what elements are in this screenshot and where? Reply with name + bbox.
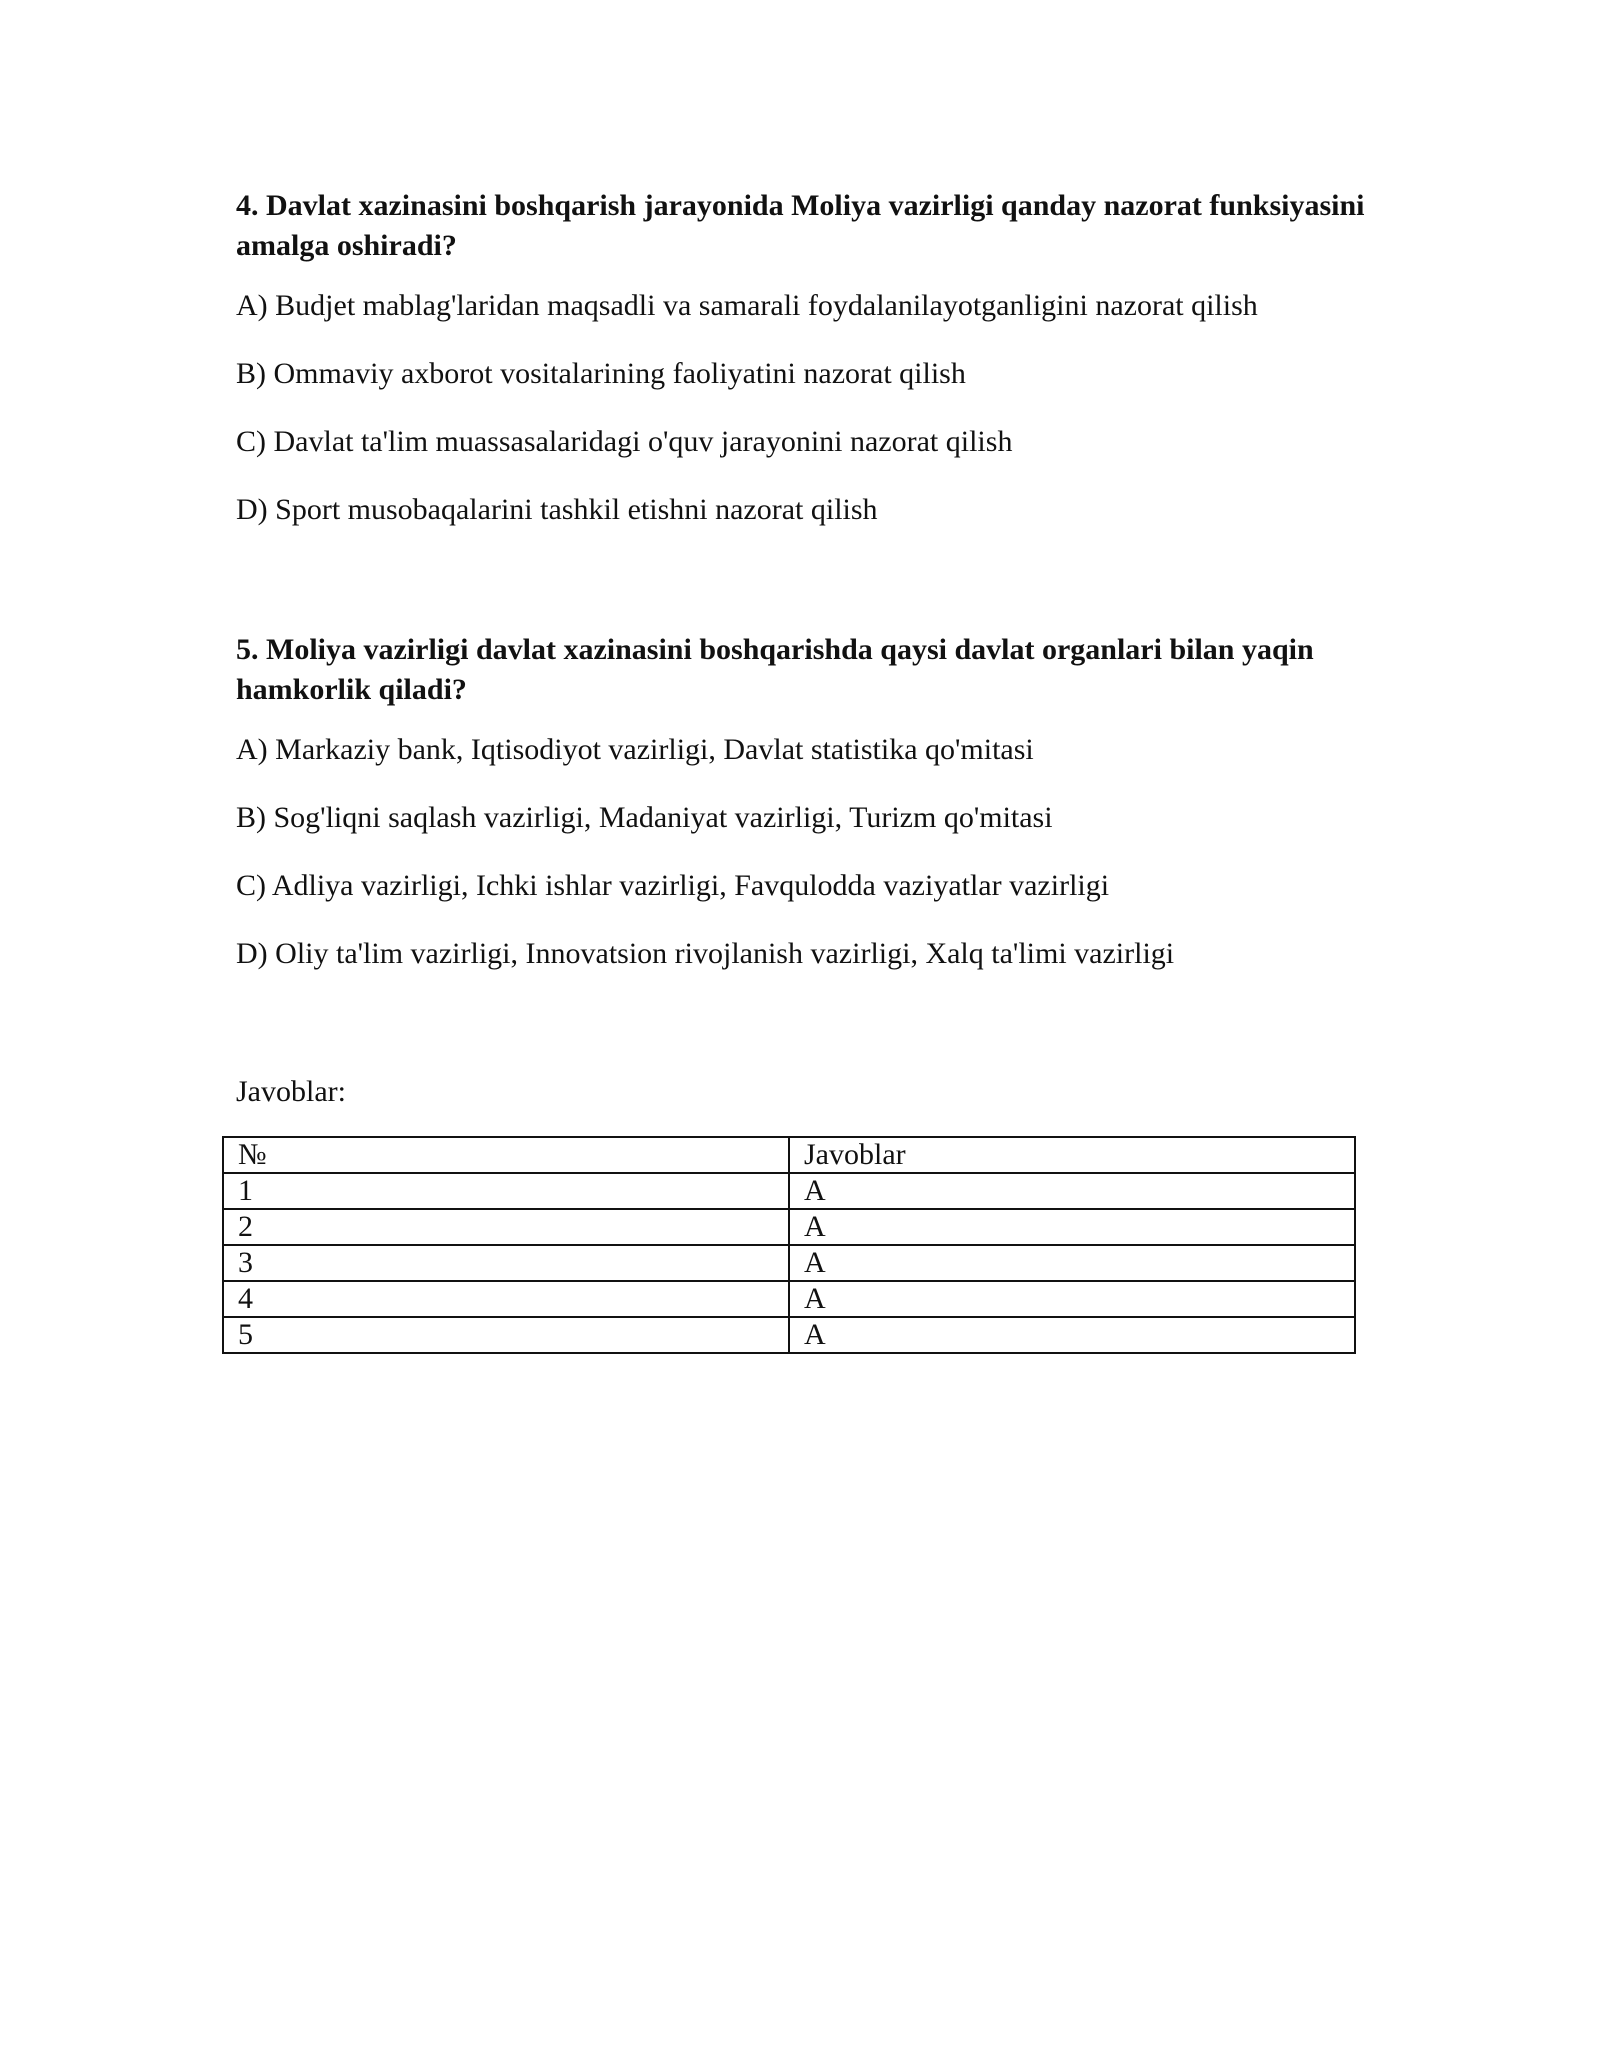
answer-option-b: B) Ommaviy axborot vositalarining faoliyatini nazorat qilish [236, 357, 966, 390]
spacer [236, 560, 1386, 630]
answer-option-d: D) Oliy ta'lim vazirligi, Innovatsion rivojlanish vazirligi, Xalq ta'limi vazirligi [236, 937, 1175, 970]
table-header-number: № [223, 1137, 789, 1173]
table-header-answer: Javoblar [789, 1137, 1355, 1173]
answer-option-d: D) Sport musobaqalarini tashkil etishni nazorat qilish [236, 493, 878, 526]
question-text: 4. Davlat xazinasini boshqarish jarayonida Moliya vazirligi qanday nazorat funksiyasini amalga oshiradi? [236, 189, 1365, 262]
table-header-row [223, 1137, 1355, 1173]
answer-option-a: A) Markaziy bank, Iqtisodiyot vazirligi, Davlat statistika qo'mitasi [236, 733, 1034, 766]
table-row [223, 1281, 1355, 1317]
answers-label: Javoblar: [236, 1075, 346, 1108]
table-row [223, 1317, 1355, 1353]
table-row [223, 1173, 1355, 1209]
answer-option-c: C) Adliya vazirligi, Ichki ishlar vazirligi, Favqulodda vaziyatlar vazirligi [236, 869, 1110, 902]
table-cell-number: 1 [223, 1173, 789, 1209]
document-content [236, 186, 1386, 1354]
answers-table [222, 1136, 1356, 1354]
table-cell-answer: A [789, 1317, 1355, 1353]
table-cell-number: 2 [223, 1209, 789, 1245]
answer-option-a: A) Budjet mablag'laridan maqsadli va samarali foydalanilayotganligini nazorat qilish [236, 289, 1258, 322]
table-cell-number: 5 [223, 1317, 789, 1353]
table-cell-answer: A [789, 1281, 1355, 1317]
table-cell-number: 4 [223, 1281, 789, 1317]
table-cell-answer: A [789, 1245, 1355, 1281]
spacer [236, 1004, 1386, 1074]
question-block-5 [236, 630, 1386, 972]
table-row [223, 1209, 1355, 1245]
table-row [223, 1245, 1355, 1281]
answer-option-c: C) Davlat ta'lim muassasalaridagi o'quv jarayonini nazorat qilish [236, 425, 1013, 458]
answer-option-b: B) Sog'liqni saqlash vazirligi, Madaniyat vazirligi, Turizm qo'mitasi [236, 801, 1053, 834]
question-block-4 [236, 186, 1386, 528]
question-text: 5. Moliya vazirligi davlat xazinasini boshqarishda qaysi davlat organlari bilan yaqin hamkorlik qiladi? [236, 633, 1314, 706]
table-cell-number: 3 [223, 1245, 789, 1281]
table-cell-answer: A [789, 1173, 1355, 1209]
table-cell-answer: A [789, 1209, 1355, 1245]
